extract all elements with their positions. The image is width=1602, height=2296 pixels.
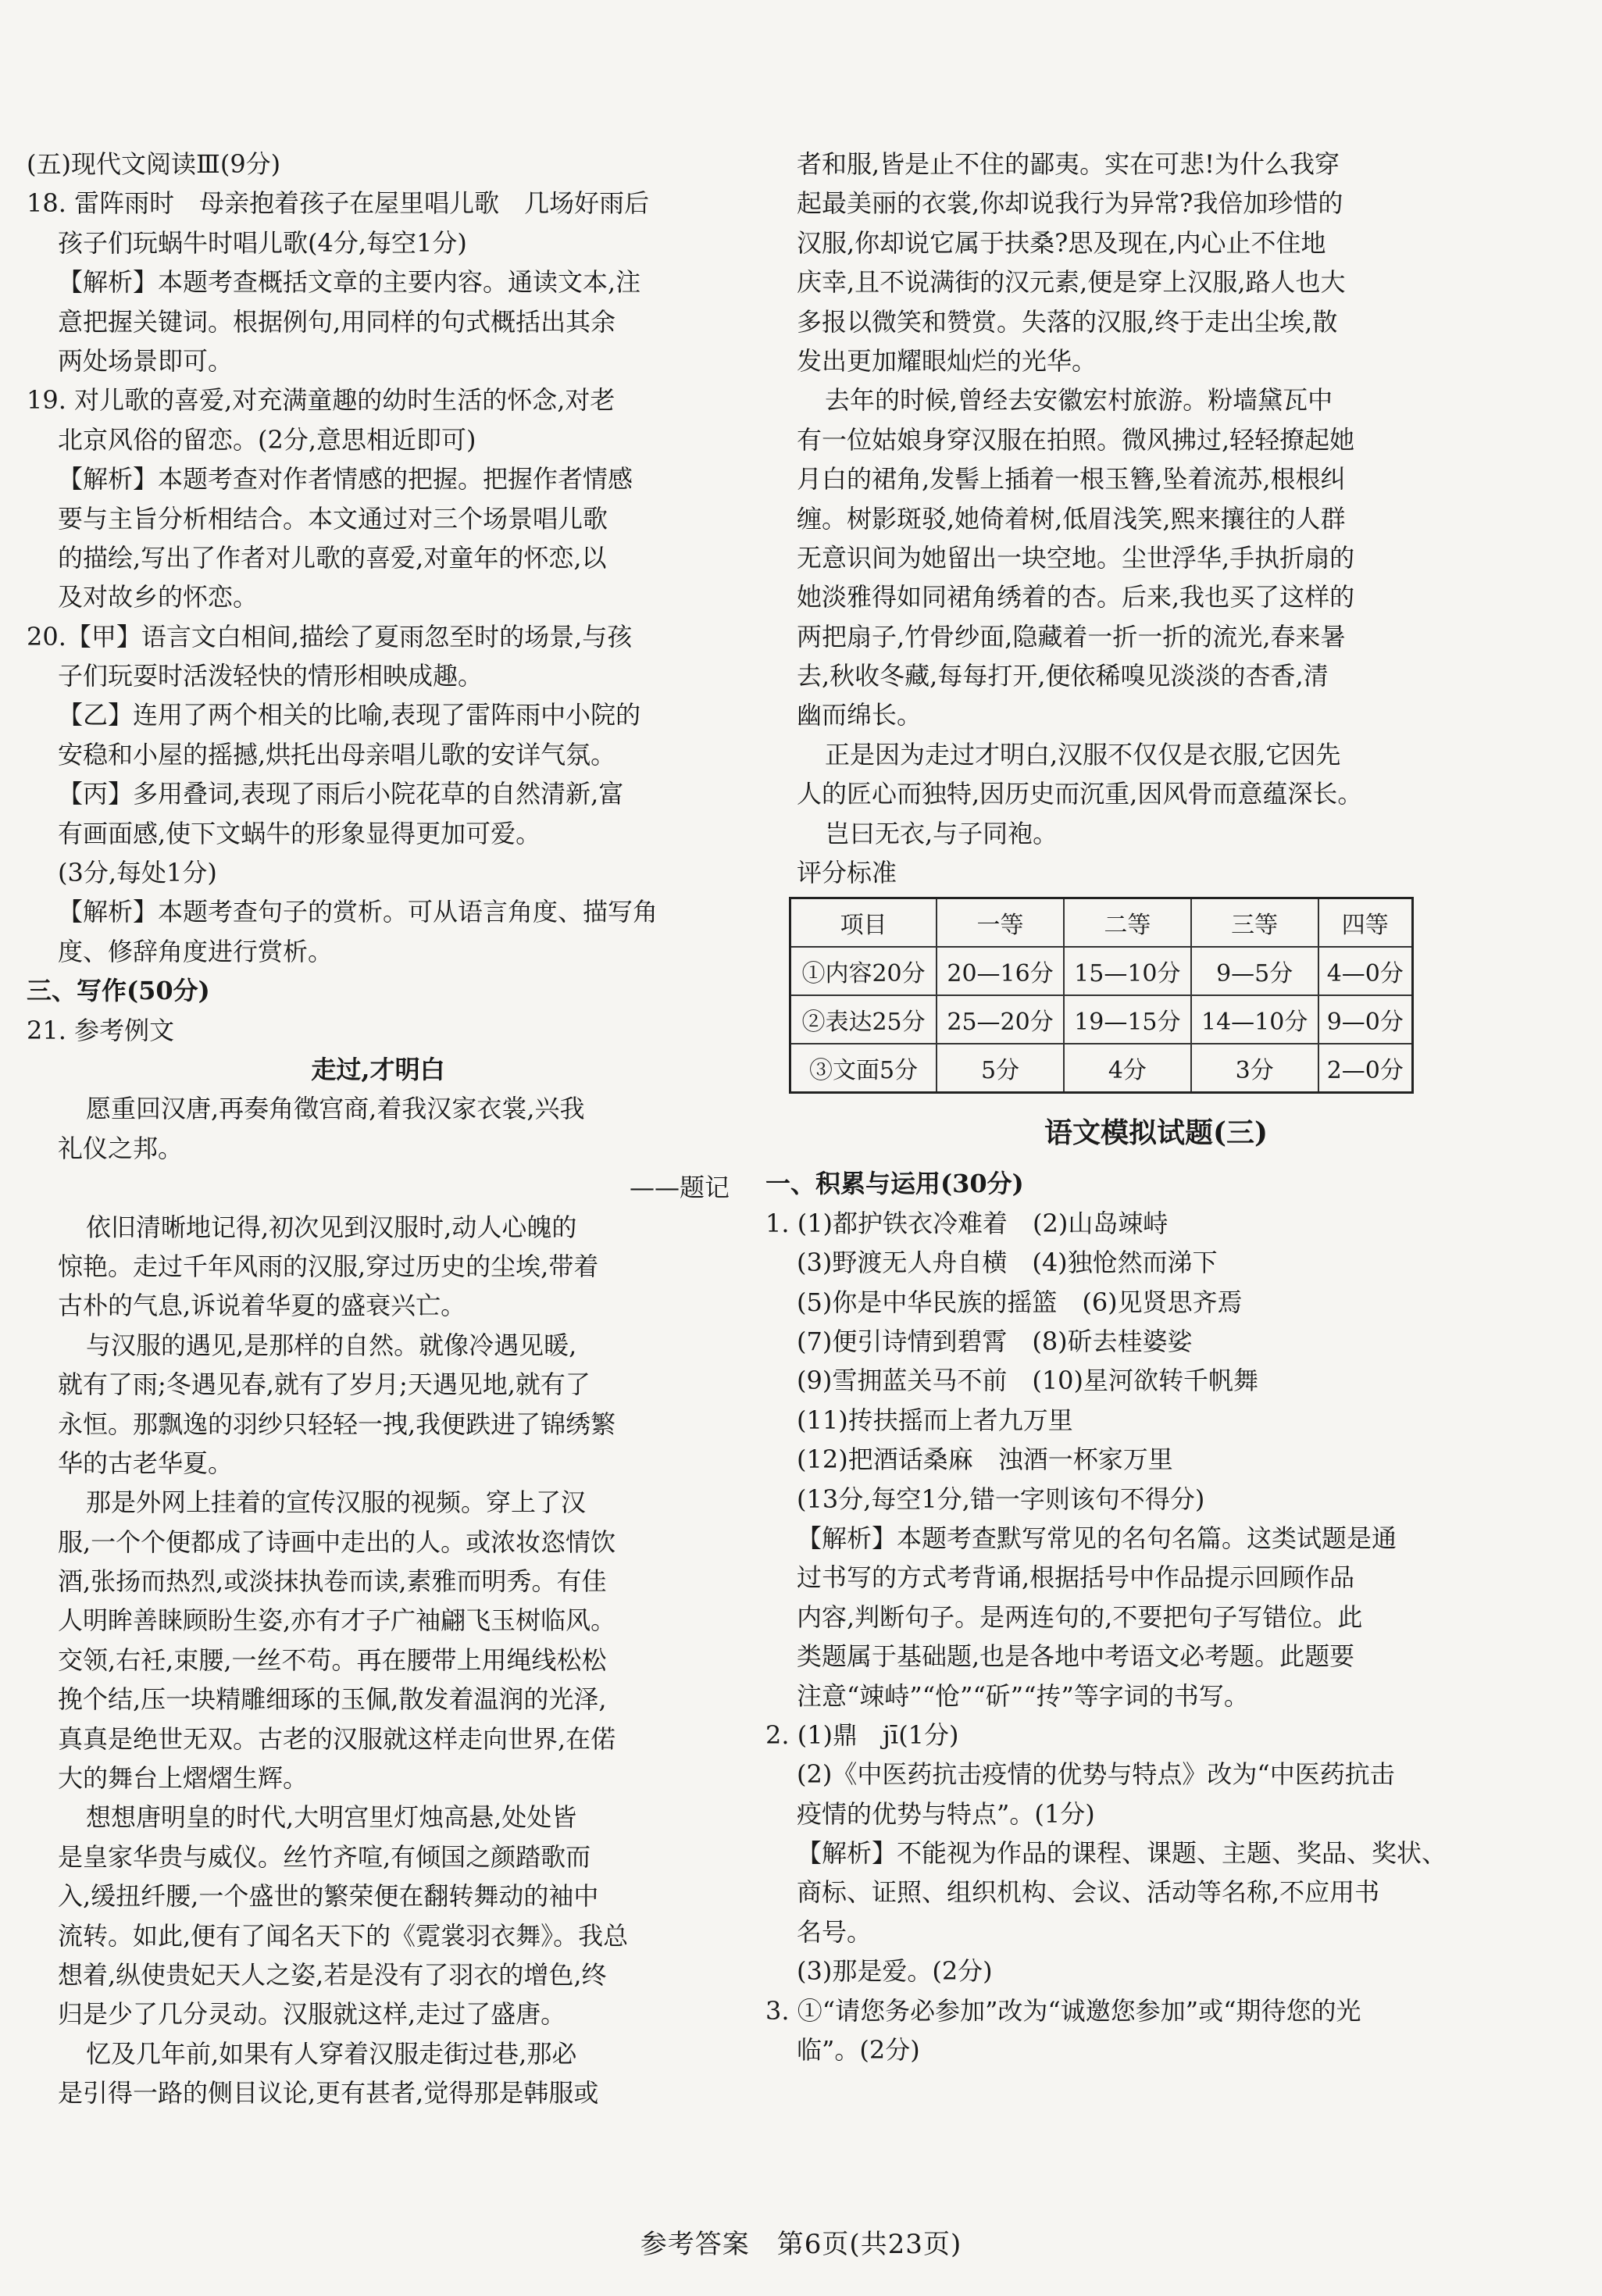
text-line: 【丙】多用叠词,表现了雨后小院花草的自然清新,富 [58, 779, 624, 809]
table-cell: 15—10分 [1064, 947, 1191, 995]
text-line: 华的古老华夏。 [58, 1448, 234, 1478]
table-cell: ③文面5分 [790, 1044, 937, 1093]
text-line: 【解析】本题考查默写常见的名句名篇。这类试题是通 [797, 1523, 1397, 1553]
text-line: 与汉服的遇见,是那样的自然。就像冷遇见暖, [86, 1330, 577, 1360]
answers-section [765, 1164, 1547, 2069]
text-line: (11)抟扶摇而上者九万里 [797, 1405, 1073, 1435]
text-line: 就有了雨;冬遇见春,就有了岁月;天遇见地,就有了 [58, 1369, 590, 1400]
text-line: 永恒。那飘逸的羽纱只轻轻一拽,我便跌进了锦绣繁 [58, 1409, 616, 1439]
table-cell: 19—15分 [1064, 995, 1191, 1044]
text-line: 人明眸善睐顾盼生姿,亦有才子广袖翩飞玉树临风。 [58, 1605, 616, 1636]
text-line: 注意“竦峙”“怆”“斫”“抟”等字词的书写。 [797, 1680, 1249, 1711]
table-cell: 4—0分 [1318, 947, 1413, 995]
text-line: 者和服,皆是止不住的鄙夷。实在可悲!为什么我穿 [797, 149, 1340, 179]
table-cell: 9—5分 [1191, 947, 1318, 995]
text-line: 是皇家华贵与威仪。丝竹齐喧,有倾国之颜踏歌而 [58, 1841, 591, 1872]
text-line: 服,一个个便都成了诗画中走出的人。或浓妆恣情饮 [58, 1527, 616, 1557]
text-line: 及对故乡的怀恋。 [58, 582, 259, 612]
text-line: 依旧清晰地记得,初次见到汉服时,动人心魄的 [86, 1212, 577, 1242]
text-line: 【解析】本题考查句子的赏析。可从语言角度、描写角 [58, 897, 658, 927]
text-line: 忆及几年前,如果有人穿着汉服走街过巷,那必 [86, 2038, 577, 2069]
text-line: 古朴的气息,诉说着华夏的盛衰兴亡。 [58, 1291, 466, 1321]
scoring-table-header [790, 898, 1413, 948]
table-cell: 5分 [937, 1044, 1064, 1093]
text-line: 岂曰无衣,与子同袍。 [825, 818, 1058, 848]
text-line: 21. 参考例文 [27, 1015, 175, 1045]
text-line: 18. 雷阵雨时 母亲抱着孩子在屋里唱儿歌 几场好雨后 [27, 188, 650, 219]
text-line: 去年的时候,曾经去安徽宏村旅游。粉墙黛瓦中 [825, 385, 1333, 416]
table-cell: 2—0分 [1318, 1044, 1413, 1093]
text-line: 发出更加耀眼灿烂的光华。 [797, 345, 1097, 376]
text-line: 挽个结,压一块精雕细琢的玉佩,散发着温润的光泽, [58, 1684, 607, 1715]
text-line: 愿重回汉唐,再奏角徵宫商,着我汉家衣裳,兴我 [86, 1094, 585, 1124]
table-cell: 20—16分 [937, 947, 1064, 995]
text-line: 走过,才明白 [311, 1054, 445, 1084]
table-cell: ①内容20分 [790, 947, 937, 995]
table-row [790, 995, 1413, 1044]
text-line: 【解析】本题考查对作者情感的把握。把握作者情感 [58, 464, 633, 495]
table-cell: 9—0分 [1318, 995, 1413, 1044]
essay-continuation [765, 145, 1547, 892]
text-line: 20.【甲】语言文白相间,描绘了夏雨忽至时的场景,与孩 [27, 621, 633, 652]
text-line: 安稳和小屋的摇撼,烘托出母亲唱儿歌的安详气氛。 [58, 739, 616, 769]
table-row [790, 947, 1413, 995]
text-line: 意把握关键词。根据例句,用同样的句式概括出其余 [58, 306, 616, 337]
text-line: (7)便引诗情到碧霄 (8)斫去桂婆娑 [797, 1326, 1193, 1356]
text-line: 要与主旨分析相结合。本文通过对三个场景唱儿歌 [58, 503, 608, 534]
text-line: 交领,右衽,束腰,一丝不苟。再在腰带上用绳线松松 [58, 1644, 607, 1675]
text-line: 2. (1)鼎 jī(1分) [765, 1719, 959, 1750]
text-line: (13分,每空1分,错一字则该句不得分) [797, 1484, 1205, 1514]
table-cell: 14—10分 [1191, 995, 1318, 1044]
text-line: 入,缓扭纤腰,一个盛世的繁荣便在翻转舞动的袖中 [58, 1881, 599, 1912]
text-line: (3)野渡无人舟自横 (4)独怆然而涕下 [797, 1248, 1218, 1278]
text-line: 幽而绵长。 [797, 700, 922, 730]
text-line: 归是少了几分灵动。汉服就这样,走过了盛唐。 [58, 1999, 566, 2030]
text-line: 流转。如此,便有了闻名天下的《霓裳羽衣舞》。我总 [58, 1920, 629, 1951]
header-cell: 项目 [790, 898, 937, 948]
text-line: 那是外网上挂着的宣传汉服的视频。穿上了汉 [86, 1487, 587, 1518]
text-line: 两把扇子,竹骨纱面,隐藏着一折一折的流光,春来暑 [797, 621, 1346, 652]
table-cell: 3分 [1191, 1044, 1318, 1093]
text-line: 想着,纵使贵妃天人之姿,若是没有了羽衣的增色,终 [58, 1959, 607, 1990]
text-line: 北京风俗的留恋。(2分,意思相近即可) [58, 424, 476, 455]
text-line: 庆幸,且不说满街的汉元素,便是穿上汉服,路人也大 [797, 267, 1346, 298]
table-row [790, 1044, 1413, 1093]
text-line: 多报以微笑和赞赏。失落的汉服,终于走出尘埃,散 [797, 306, 1338, 337]
text-line: 是引得一路的侧目议论,更有甚者,觉得那是韩服或 [58, 2078, 599, 2109]
header-cell: 二等 [1064, 898, 1191, 948]
text-line: ——题记 [629, 1173, 730, 1203]
text-line: 商标、证照、组织机构、会议、活动等名称,不应用书 [797, 1877, 1380, 1908]
text-line: (12)把酒话桑麻 浊酒一杯家万里 [797, 1444, 1173, 1475]
text-line: 缠。树影斑驳,她倚着树,低眉浅笑,熙来攘往的人群 [797, 503, 1346, 534]
text-line: (3分,每处1分) [58, 858, 217, 888]
header-cell: 四等 [1318, 898, 1413, 948]
text-line: 临”。(2分) [797, 2035, 920, 2066]
text-line: 【乙】连用了两个相关的比喻,表现了雷阵雨中小院的 [58, 700, 641, 730]
text-line: 汉服,你却说它属于扶桑?思及现在,内心止不住地 [797, 227, 1326, 258]
text-line: 19. 对儿歌的喜爱,对充满童趣的幼时生活的怀念,对老 [27, 385, 615, 416]
header-cell: 三等 [1191, 898, 1318, 948]
text-line: 的描绘,写出了作者对儿歌的喜爱,对童年的怀恋,以 [58, 542, 607, 573]
text-line: 名号。 [797, 1916, 872, 1947]
text-line: 人的匠心而独特,因历史而沉重,因风骨而意蕴深长。 [797, 779, 1363, 809]
text-line: (3)那是爱。(2分) [797, 1956, 993, 1987]
text-line: 两处场景即可。 [58, 345, 234, 376]
text-line: 起最美丽的衣裳,你却说我行为异常?我倍加珍惜的 [797, 188, 1343, 219]
text-line: 一、积累与运用(30分) [765, 1169, 1024, 1199]
text-line: 三、写作(50分) [27, 976, 210, 1006]
text-line: 1. (1)都护铁衣冷难着 (2)山岛竦峙 [765, 1208, 1168, 1238]
scoring-table [789, 897, 1414, 1094]
text-line: (2)《中医药抗击疫情的优势与特点》改为“中医药抗击 [797, 1759, 1395, 1790]
text-line: 礼仪之邦。 [58, 1133, 184, 1163]
header-cell: 一等 [937, 898, 1064, 948]
text-line: 过书写的方式考背诵,根据括号中作品提示回顾作品 [797, 1562, 1355, 1593]
table-cell: 25—20分 [937, 995, 1064, 1044]
text-line: 有画面感,使下文蜗牛的形象显得更加可爱。 [58, 818, 541, 848]
table-cell: 4分 [1064, 1044, 1191, 1093]
right-column [765, 145, 1547, 2069]
text-line: 想想唐明皇的时代,大明宫里灯烛高悬,处处皆 [86, 1802, 577, 1833]
text-line: 酒,张扬而热烈,或淡抹执卷而读,素雅而明秀。有佳 [58, 1566, 607, 1597]
text-line: 【解析】不能视为作品的课程、课题、主题、奖品、奖状、 [797, 1838, 1447, 1869]
text-line: 去,秋收冬藏,每每打开,便依稀嗅见淡淡的杏香,清 [797, 661, 1329, 691]
text-line: 【解析】本题考查概括文章的主要内容。通读文本,注 [58, 267, 641, 298]
text-line: (五)现代文阅读Ⅲ(9分) [27, 149, 281, 179]
text-line: 孩子们玩蜗牛时唱儿歌(4分,每空1分) [58, 227, 467, 258]
text-line: 大的舞台上熠熠生辉。 [58, 1763, 309, 1794]
text-line: 类题属于基础题,也是各地中考语文必考题。此题要 [797, 1641, 1355, 1672]
text-line: 她淡雅得如同裙角绣着的杏。后来,我也买了这样的 [797, 582, 1355, 612]
page-footer: 参考答案 第6页(共23页) [640, 2229, 962, 2260]
text-line: (9)雪拥蓝关马不前 (10)星河欲转千帆舞 [797, 1366, 1259, 1396]
text-line: 真真是绝世无双。古老的汉服就这样走向世界,在偌 [58, 1723, 616, 1754]
text-line: 月白的裙角,发髻上插着一根玉簪,坠着流苏,根根纠 [797, 464, 1346, 495]
text-line: 疫情的优势与特点”。(1分) [797, 1798, 1095, 1829]
text-line: 有一位姑娘身穿汉服在拍照。微风拂过,轻轻撩起她 [797, 424, 1355, 455]
table-cell: ②表达25分 [790, 995, 937, 1044]
section-title: 语文模拟试题(三) [1044, 1116, 1268, 1150]
text-line: 惊艳。走过千年风雨的汉服,穿过历史的尘埃,带着 [58, 1251, 599, 1281]
text-line: 内容,判断句子。是两连句的,不要把句子写错位。此 [797, 1601, 1363, 1632]
text-line: 子们玩耍时活泼轻快的情形相映成趣。 [58, 661, 483, 691]
text-line: 3. ①“请您务必参加”改为“诚邀您参加”或“期待您的光 [765, 1995, 1361, 2026]
text-line: (5)你是中华民族的摇篮 (6)见贤思齐焉 [797, 1287, 1243, 1317]
text-line: 度、修辞角度进行赏析。 [58, 936, 334, 966]
text-line: 无意识间为她留出一块空地。尘世浮华,手执折扇的 [797, 542, 1355, 573]
left-column [27, 145, 730, 2113]
text-line: 评分标准 [797, 858, 897, 888]
text-line: 正是因为走过才明白,汉服不仅仅是衣服,它因先 [825, 739, 1341, 769]
